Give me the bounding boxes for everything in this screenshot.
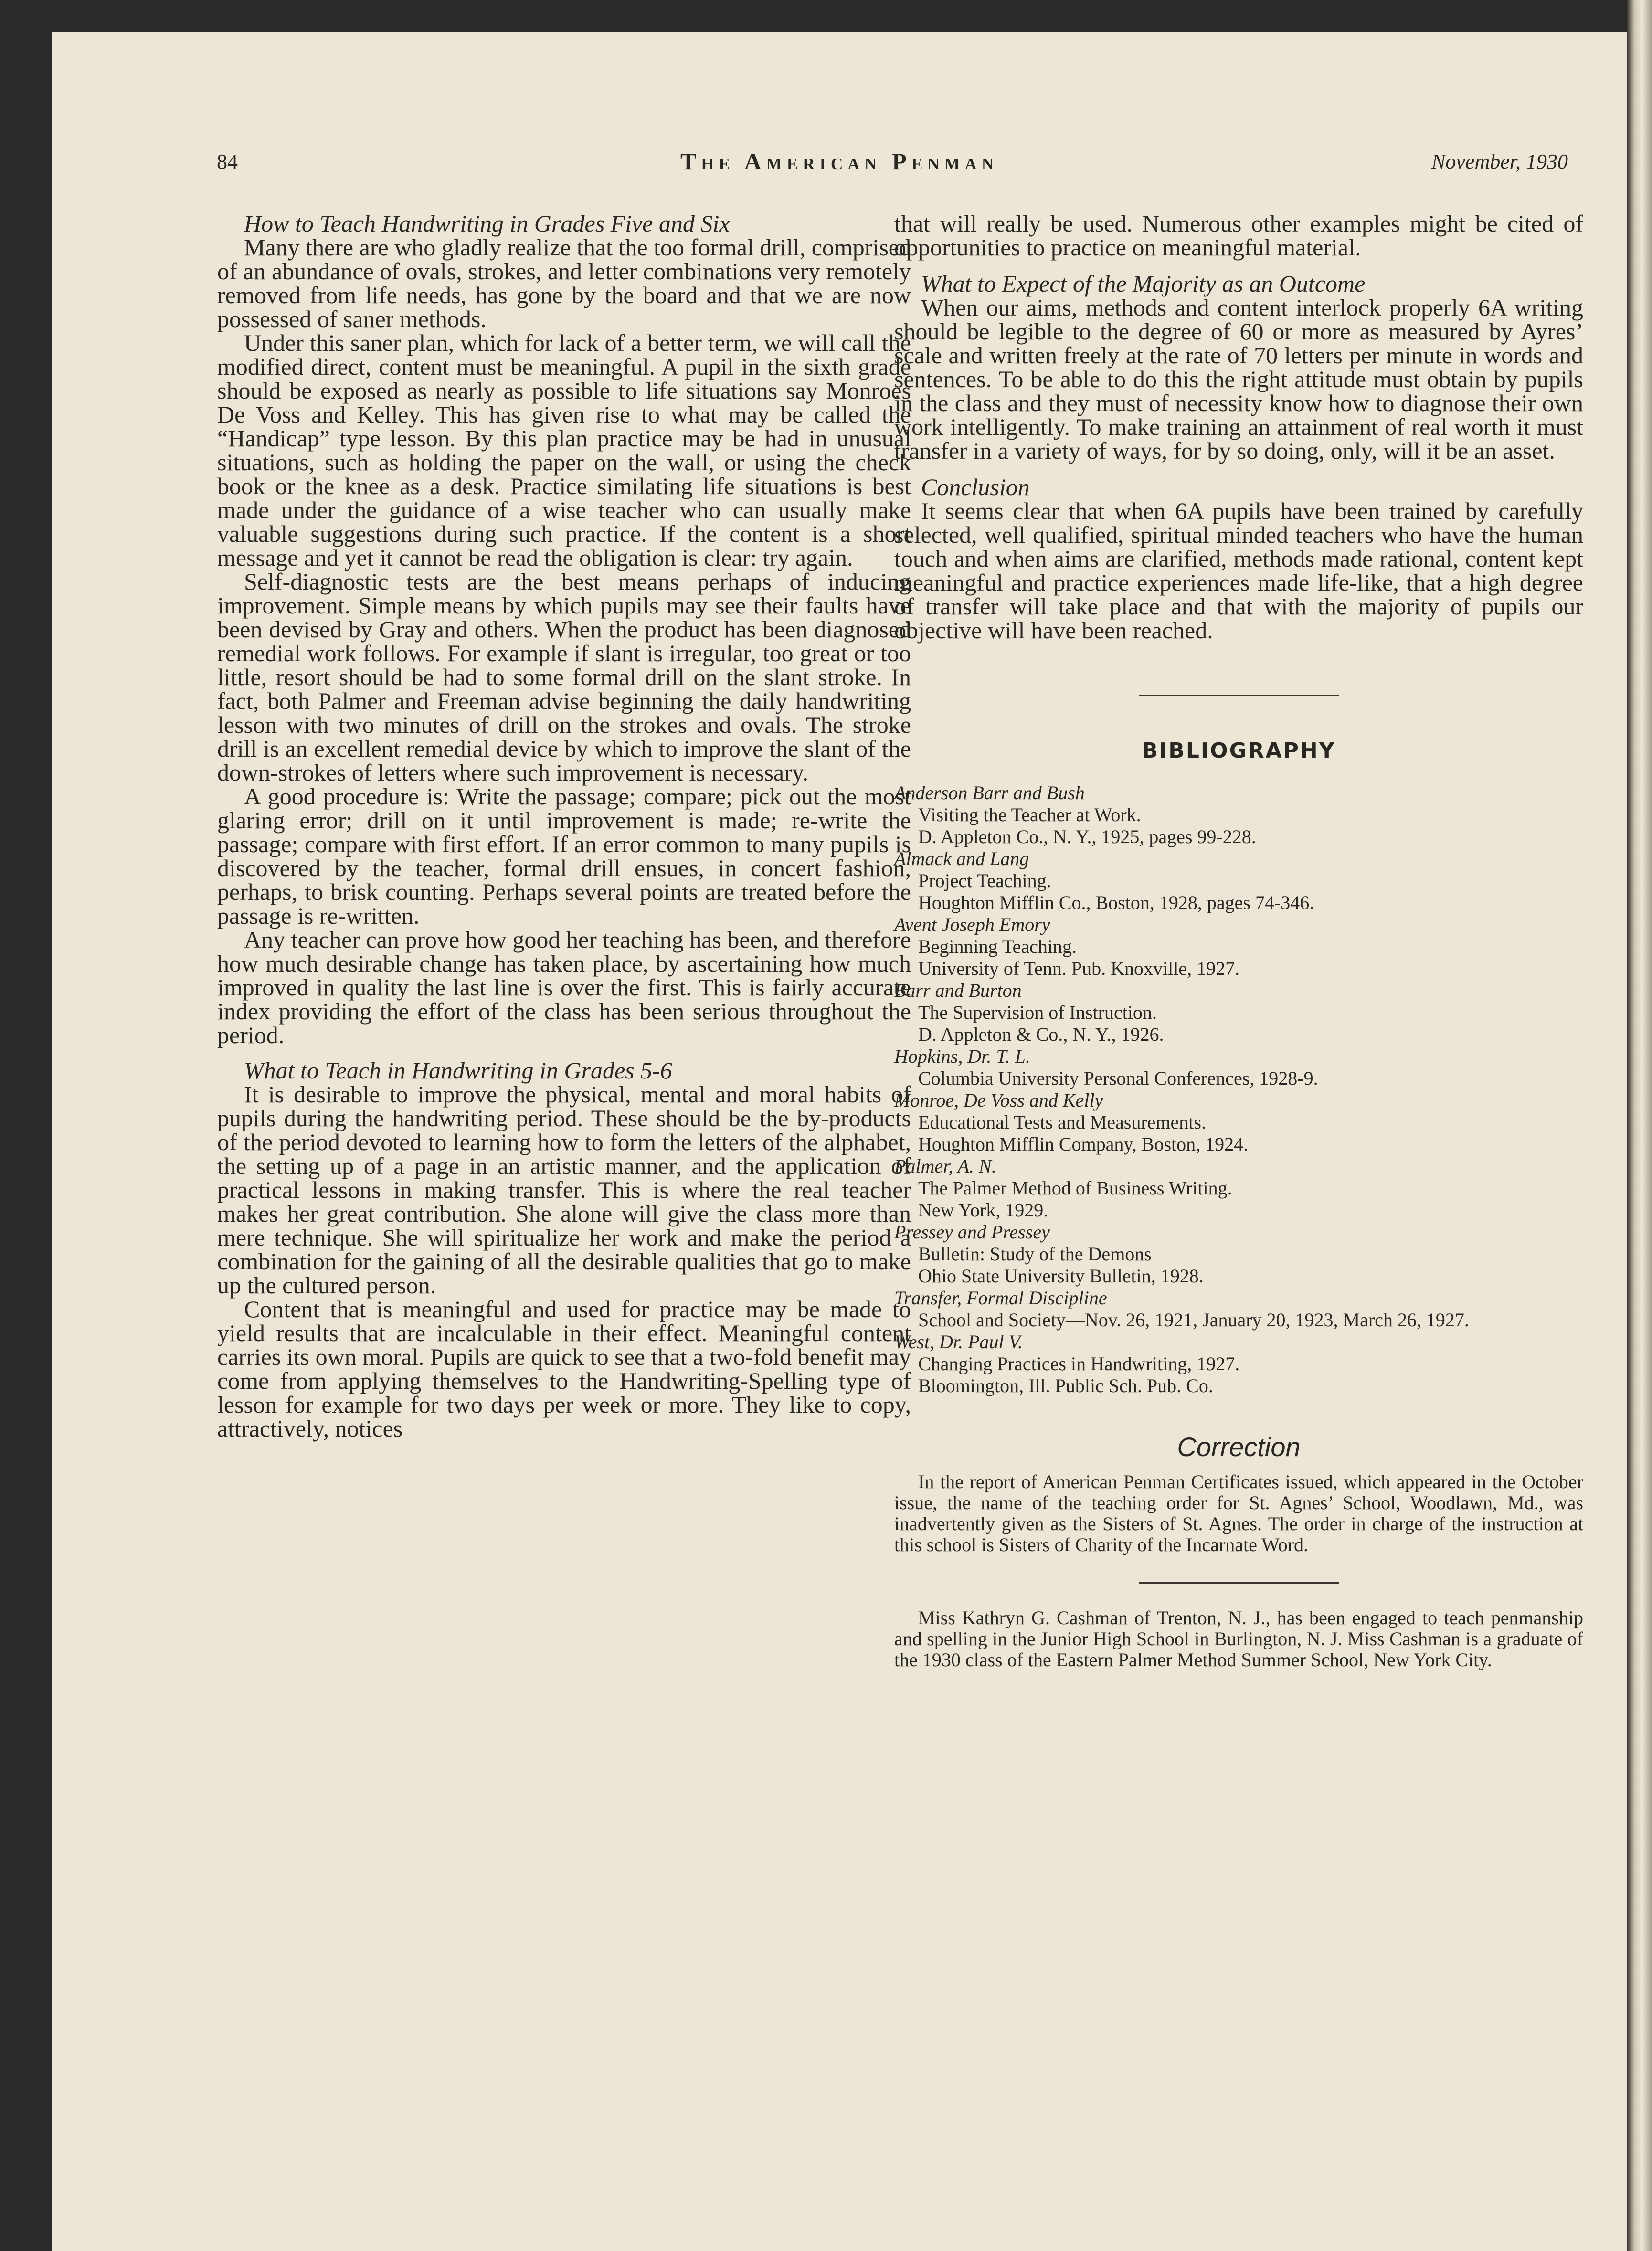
bib-line: Houghton Mifflin Co., Boston, 1928, pages 74-346. (918, 892, 1314, 913)
bib-author: West, Dr. Paul V. (894, 1331, 1023, 1353)
section-heading: What to Expect of the Majority as an Outcome (921, 270, 1366, 297)
book-spine (1627, 0, 1652, 2251)
paragraph: Many there are who gladly realize that the too formal drill, comprised of an abundance of ovals, strokes, and letter combinations very remotely removed from life needs, has gone by the board and that we are now possessed of saner methods. (217, 234, 911, 332)
bib-line: The Palmer Method of Business Writing. (918, 1177, 1232, 1199)
bib-author: Monroe, De Voss and Kelly (894, 1089, 1103, 1111)
paragraph: In the report of American Penman Certificates issued, which appeared in the October issue, the name of the teaching order for St. Agnes’ School, Woodlawn, Md., was inadvertently given as the Sisters of St. Agnes. The order in charge of the instruction at this school is Sisters of Charity of the Incarnate Word. (894, 1471, 1583, 1555)
bib-author: Anderson Barr and Bush (894, 782, 1085, 803)
journal-title: The American Penman (680, 148, 999, 175)
bib-line: Changing Practices in Handwriting, 1927. (918, 1353, 1240, 1374)
bib-line: D. Appleton & Co., N. Y., 1926. (918, 1024, 1164, 1045)
bib-line: Visiting the Teacher at Work. (918, 804, 1141, 825)
paragraph: that will really be used. Numerous other examples might be cited of opportunities to practice on meaningful material. (894, 210, 1583, 261)
bib-line: Columbia University Personal Conferences, 1928-9. (918, 1067, 1318, 1089)
issue-date: November, 1930 (1431, 150, 1568, 173)
correction-notice (894, 1471, 1583, 1555)
bib-author: Palmer, A. N. (894, 1155, 996, 1177)
left-column (217, 211, 911, 1440)
right-column (894, 211, 1583, 1670)
paragraph: Content that is meaningful and used for practice may be made to yield results that are incalculable in their effect. Meaningful content carries its own moral. Pupils are quick to see that a two-fold benefit may come from applying themselves to the Handwriting-Spelling type of lesson for example for two days per week or more. They like to copy, attractively, notices (217, 1296, 911, 1442)
bibliography-list (894, 782, 1583, 1397)
divider (1139, 695, 1339, 696)
bibliography-title: BIBLIOGRAPHY (1142, 739, 1336, 763)
page-header (52, 149, 1627, 188)
bib-line: Project Teaching. (918, 870, 1051, 891)
bib-line: School and Society—Nov. 26, 1921, January 20, 1923, March 26, 1927. (918, 1309, 1469, 1331)
bib-line: Beginning Teaching. (918, 936, 1077, 957)
bib-line: The Supervision of Instruction. (918, 1002, 1157, 1023)
bib-author: Hopkins, Dr. T. L. (894, 1046, 1030, 1067)
paragraph: A good procedure is: Write the passage; compare; pick out the most glaring error; drill on it until improvement is made; re-write the passage; compare with first effort. If an error common to many pupils is discovered by the teacher, formal drill ensues, in concert fashion, perhaps, to brisk counting. Perhaps several points are treated before the passage is re-written. (217, 783, 911, 929)
bib-line: Houghton Mifflin Company, Boston, 1924. (918, 1133, 1249, 1155)
paragraph: Any teacher can prove how good her teaching has been, and therefore how much desirable change has taken place, by ascertaining how much improved in quality the last line is over the first. This is fairly accurate index providing the effort of the class has been serious throughout the period. (217, 926, 911, 1048)
paragraph: It is desirable to improve the physical, mental and moral habits of pupils during the handwriting period. These should be the by-products of the period devoted to learning how to form the letters of the alphabet, the setting up of a page in an artistic manner, and the application of practical lessons in making transfer. This is where the real teacher makes her great contribution. She alone will give the class more than mere technique. She will spiritualize her work and make the period a combination for the gaining of all the desirable qualities that go to make up the cultured person. (217, 1081, 911, 1299)
section-heading: What to Teach in Handwriting in Grades 5-6 (244, 1057, 672, 1084)
bib-line: University of Tenn. Pub. Knoxville, 1927. (918, 958, 1240, 979)
magazine-page (52, 32, 1627, 2251)
bib-line: Ohio State University Bulletin, 1928. (918, 1265, 1204, 1287)
bib-line: Bloomington, Ill. Public Sch. Pub. Co. (918, 1375, 1213, 1396)
section-heading: How to Teach Handwriting in Grades Five and Six (244, 210, 730, 237)
paragraph: Self-diagnostic tests are the best means perhaps of inducing improvement. Simple means by which pupils may see their faults have been devised by Gray and others. When the product has been diagnosed remedial work follows. For example if slant is irregular, too great or too little, resort should be had to some formal drill on the slant stroke. In fact, both Palmer and Freeman advise beginning the daily handwriting lesson with two minutes of drill on the strokes and ovals. The stroke drill is an excellent remedial device by which to improve the slant of the down-strokes of letters where such improvement is necessary. (217, 568, 911, 786)
bib-author: Pressey and Pressey (894, 1221, 1050, 1243)
cashman-notice (894, 1607, 1583, 1670)
paragraph: It seems clear that when 6A pupils have been trained by carefully selected, well qualified, spiritual minded teachers who have the human touch and when aims are clarified, methods made rational, content kept meaningful and practice experiences made life-like, that a high degree of transfer will take place and that with the majority of pupils our objective will have been reached. (894, 497, 1583, 644)
bib-author: Transfer, Formal Discipline (894, 1287, 1107, 1309)
bib-line: Educational Tests and Measurements. (918, 1111, 1206, 1133)
paragraph: When our aims, methods and content interlock properly 6A writing should be legible to the degree of 60 or more as measured by Ayres’ scale and written freely at the rate of 70 letters per minute in words and sentences. To be able to do this the right attitude must obtain by pupils in the class and they must of necessity know how to diagnose their own work intelligently. To make training an attainment of real worth it must transfer in a variety of ways, for by so doing, only, will it be an asset. (894, 294, 1583, 464)
correction-title: Correction (1177, 1432, 1301, 1462)
bib-author: Barr and Burton (894, 980, 1022, 1001)
bib-author: Avent Joseph Emory (894, 914, 1050, 935)
bib-line: Bulletin: Study of the Demons (918, 1243, 1152, 1265)
page-number: 84 (217, 150, 238, 173)
section-heading: Conclusion (921, 474, 1030, 500)
paragraph: Miss Kathryn G. Cashman of Trenton, N. J., has been engaged to teach penmanship and spelling in the Junior High School in Burlington, N. J. Miss Cashman is a graduate of the 1930 class of the Eastern Palmer Method Summer School, New York City. (894, 1607, 1583, 1670)
bib-line: D. Appleton Co., N. Y., 1925, pages 99-228. (918, 826, 1256, 847)
paragraph: Under this saner plan, which for lack of a better term, we will call the modified direct, content must be meaningful. A pupil in the sixth grade should be exposed as nearly as possible to life situations say Monroes De Voss and Kelley. This has given rise to what may be called the “Handicap” type lesson. By this plan practice may be had in unusual situations, such as holding the paper on the wall, or using the check book or the knee as a desk. Practice similating life situations is best made under the guidance of a wise teacher who can usually make valuable suggestions during such practice. If the content is a short message and yet it cannot be read the obligation is clear: try again. (217, 329, 911, 571)
bib-line: New York, 1929. (918, 1199, 1048, 1221)
bib-author: Almack and Lang (894, 848, 1029, 869)
